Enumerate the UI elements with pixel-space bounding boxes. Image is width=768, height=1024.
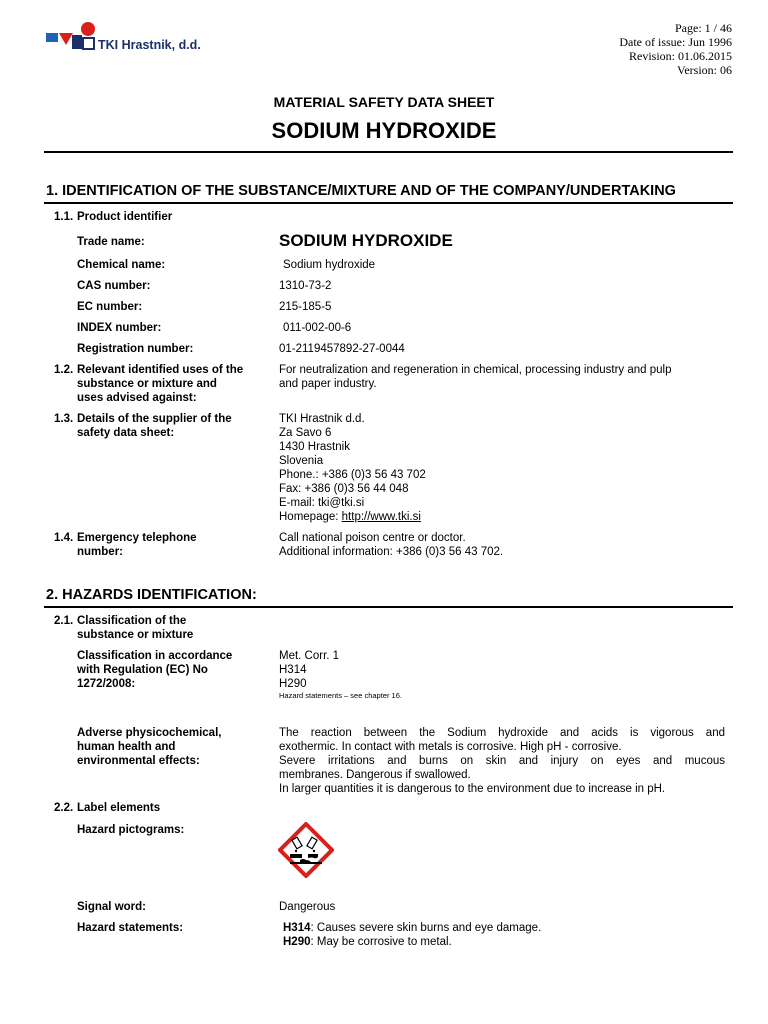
- relevant-uses-label-line: substance or mixture and: [77, 378, 217, 390]
- supplier-phone: Phone.: +386 (0)3 56 43 702: [279, 469, 426, 481]
- substance-title: SODIUM HYDROXIDE: [271, 118, 497, 143]
- section-1-divider: [44, 202, 733, 204]
- classification-heading: [77, 614, 272, 642]
- trade-name-value: SODIUM HYDROXIDE: [279, 231, 453, 250]
- emergency-telephone-value: [279, 531, 725, 559]
- section-1-2-number: 1.2.: [54, 364, 74, 376]
- classification-label-line: Classification in accordance: [77, 650, 233, 662]
- classification-line: H314: [279, 664, 307, 676]
- section-1-4-number: 1.4.: [54, 532, 74, 544]
- adverse-effects-label: [77, 726, 272, 768]
- company-logo-text: TKI Hrastnik, d.d.: [98, 38, 201, 52]
- hazard-code: H314: [283, 922, 311, 934]
- cas-number-value: 1310-73-2: [279, 280, 332, 292]
- hazard-text: : May be corrosive to metal.: [310, 936, 452, 948]
- hazard-code: H290: [283, 936, 311, 948]
- relevant-uses-value: [279, 363, 725, 391]
- ec-number-value: 215-185-5: [279, 301, 332, 313]
- relevant-uses-line: For neutralization and regeneration in chemical, processing industry and pulp: [279, 364, 672, 376]
- classification-heading-line: substance or mixture: [77, 629, 194, 641]
- index-number-value: 011-002-00-6: [283, 322, 352, 334]
- supplier-details-value: [279, 412, 725, 524]
- supplier-line: 1430 Hrastnik: [279, 441, 350, 453]
- section-2-divider: [44, 606, 733, 608]
- supplier-homepage: [279, 510, 725, 524]
- hazard-statement-h314: [283, 921, 729, 935]
- section-2-heading: 2. HAZARDS IDENTIFICATION:: [46, 587, 257, 603]
- corrosion-ghs05-icon: [278, 822, 334, 878]
- adverse-line: membranes. Dangerous if swallowed.: [279, 769, 471, 781]
- ec-number-label: EC number:: [77, 301, 143, 313]
- supplier-fax: Fax: +386 (0)3 56 44 048: [279, 483, 409, 495]
- index-number-label: INDEX number:: [77, 322, 162, 334]
- classification-heading-line: Classification of the: [77, 615, 187, 627]
- page-number: Page: 1 / 46: [675, 21, 732, 35]
- supplier-line: TKI Hrastnik d.d.: [279, 413, 365, 425]
- relevant-uses-label-line: Relevant identified uses of the: [77, 364, 244, 376]
- adverse-label-line: environmental effects:: [77, 755, 200, 767]
- signal-word-label: Signal word:: [77, 901, 146, 913]
- adverse-line: In larger quantities it is dangerous to the environment due to increase in pH.: [279, 783, 666, 795]
- section-1-1-number: 1.1.: [54, 211, 74, 223]
- hazard-statements-note: Hazard statements – see chapter 16.: [279, 691, 402, 700]
- supplier-line: Slovenia: [279, 455, 324, 467]
- supplier-details-label-line: safety data sheet:: [77, 427, 175, 439]
- adverse-label-line: human health and: [77, 741, 176, 753]
- classification-value: [279, 649, 725, 701]
- hazard-pictograms-label: Hazard pictograms:: [77, 824, 185, 836]
- emergency-label-line: number:: [77, 546, 123, 558]
- hazard-text: : Causes severe skin burns and eye damage.: [310, 922, 542, 934]
- label-elements-heading: Label elements: [77, 802, 161, 814]
- version: Version: 06: [677, 63, 732, 77]
- emergency-telephone-label: [77, 531, 272, 559]
- registration-number-value: 01-2119457892-27-0044: [279, 343, 405, 355]
- supplier-line: Za Savo 6: [279, 427, 332, 439]
- signal-word-value: Dangerous: [279, 901, 336, 913]
- adverse-line: The reaction between the Sodium hydroxide and acids is vigorous and: [279, 727, 725, 739]
- cas-number-label: CAS number:: [77, 280, 151, 292]
- registration-number-label: Registration number:: [77, 343, 194, 355]
- hazard-statement-h290: [283, 935, 729, 949]
- product-identifier-label: Product identifier: [77, 211, 173, 223]
- homepage-label: Homepage:: [279, 511, 342, 523]
- classification-label-line: 1272/2008:: [77, 678, 136, 690]
- emergency-line: Additional information: +386 (0)3 56 43 702.: [279, 546, 504, 558]
- classification-label-line: with Regulation (EC) No: [77, 664, 208, 676]
- adverse-line: exothermic. In contact with metals is corrosive. High pH - corrosive.: [279, 741, 622, 753]
- document-meta: [512, 21, 732, 77]
- title-divider: [44, 151, 733, 153]
- relevant-uses-label: [77, 363, 272, 405]
- section-1-heading: 1. IDENTIFICATION OF THE SUBSTANCE/MIXTURE AND OF THE COMPANY/UNDERTAKING: [46, 183, 676, 199]
- section-1-3-number: 1.3.: [54, 413, 74, 425]
- document-title: MATERIAL SAFETY DATA SHEET: [273, 94, 495, 110]
- classification-line: Met. Corr. 1: [279, 650, 340, 662]
- homepage-link[interactable]: http://www.tki.si: [341, 511, 421, 523]
- chemical-name-value: Sodium hydroxide: [283, 259, 376, 271]
- adverse-line: Severe irritations and burns on skin and injury on eyes and mucous: [279, 755, 725, 767]
- section-2-2-number: 2.2.: [54, 802, 74, 814]
- emergency-line: Call national poison centre or doctor.: [279, 532, 466, 544]
- emergency-label-line: Emergency telephone: [77, 532, 197, 544]
- classification-regulation-label: [77, 649, 272, 691]
- classification-line: H290: [279, 678, 307, 690]
- adverse-effects-value: [279, 726, 725, 796]
- relevant-uses-line: and paper industry.: [279, 378, 377, 390]
- supplier-details-label-line: Details of the supplier of the: [77, 413, 232, 425]
- adverse-label-line: Adverse physicochemical,: [77, 727, 222, 739]
- trade-name-label: Trade name:: [77, 236, 145, 248]
- chemical-name-label: Chemical name:: [77, 259, 166, 271]
- hazard-statements-value: [283, 921, 729, 949]
- relevant-uses-label-line: uses advised against:: [77, 392, 197, 404]
- revision: Revision: 01.06.2015: [628, 49, 732, 63]
- supplier-details-label: [77, 412, 272, 440]
- supplier-email: E-mail: tki@tki.si: [279, 497, 365, 509]
- section-2-1-number: 2.1.: [54, 615, 74, 627]
- hazard-statements-label: Hazard statements:: [77, 922, 184, 934]
- date-of-issue: Date of issue: Jun 1996: [619, 35, 732, 49]
